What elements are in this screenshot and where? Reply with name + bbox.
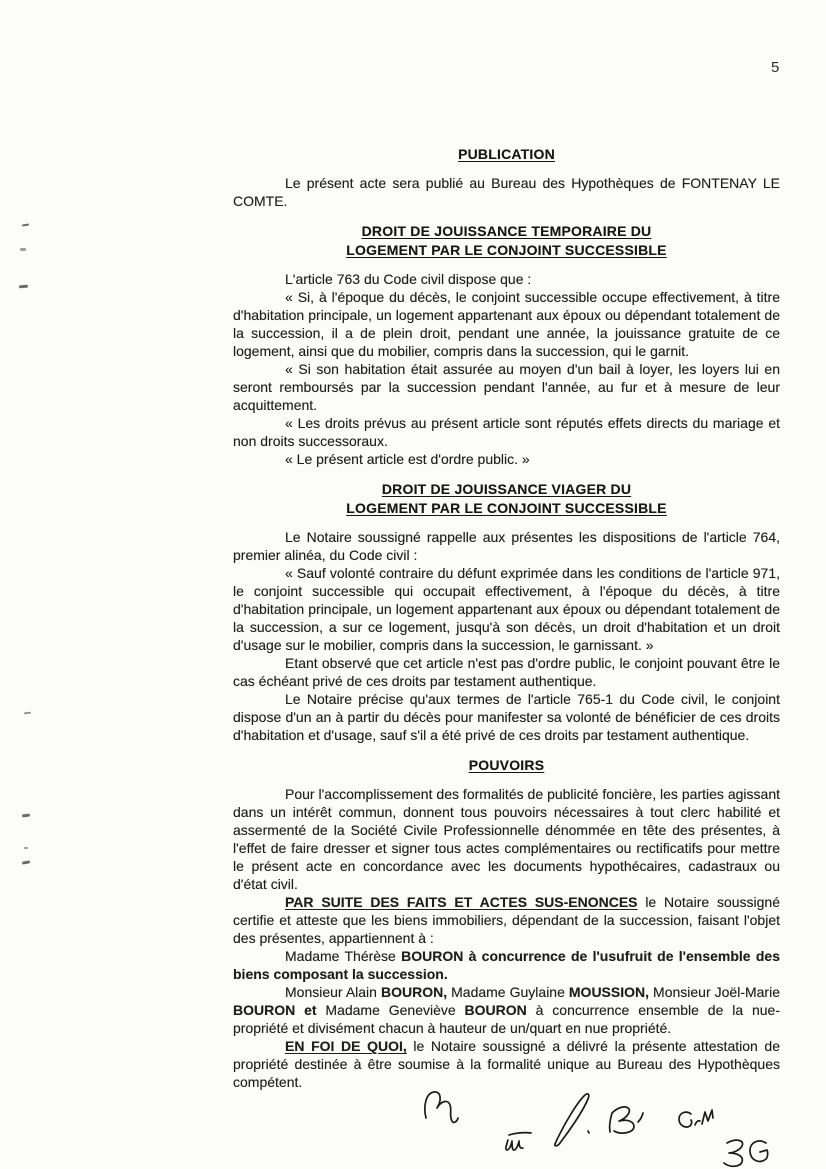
scan-artifact — [19, 285, 28, 289]
handwritten-un-overline-icon — [509, 1133, 531, 1135]
section-heading — [233, 480, 780, 518]
initial-B2-icon — [724, 1140, 743, 1166]
paragraph: PAR SUITE DES FAITS ET ACTES SUS-ENONCES le Notaire soussigné certifie et atteste que les biens immobiliers, dépendant de la succession, faisant l'objet des présentes, appartiennent à : — [233, 894, 780, 946]
section-heading — [233, 145, 780, 164]
scan-artifact — [22, 860, 30, 864]
paragraph: L'article 763 du Code civil dispose que : — [285, 271, 532, 287]
section-heading-line: LOGEMENT PAR LE CONJOINT SUCCESSIBLE — [346, 500, 667, 516]
initial-M-icon — [702, 1110, 713, 1124]
scan-artifact — [22, 224, 29, 227]
paragraph: Le Notaire soussigné rappelle aux présentes les dispositions de l'article 764, premier alinéa, du Code civil : — [233, 529, 780, 563]
paragraph: Pour l'accomplissement des formalités de publicité foncière, les parties agissant dans un intérêt commun, donnent tous pouvoirs nécessaires à tout clerc habilité et assermenté de la Société Civile Professionnelle dénommée en tête des présentes, à l'effet de faire dresser et signer tous actes complémentaires ou rectificatifs pour mettre le présent acte en concordance avec les documents hypothécaires, cadastraux ou d'état civil. — [233, 786, 780, 892]
section-heading-line: POUVOIRS — [468, 757, 545, 773]
section-heading-line: PUBLICATION — [458, 146, 555, 162]
paragraph: « Sauf volonté contraire du défunt exprimée dans les conditions de l'article 971, le conjoint successible qui occupait effectivement, à l'époque du décès, à titre d'habitation principale, un logement appartenant aux époux ou dépendant totalement de la succession, a sur ce logement, jusqu'à son décès, un droit d'habitation et un droit d'usage sur le mobilier, compris dans la succession, le garnissant. » — [233, 565, 780, 653]
section-heading — [233, 756, 780, 775]
initial-r-icon — [695, 1121, 700, 1125]
section-heading-line: LOGEMENT PAR LE CONJOINT SUCCESSIBLE — [346, 242, 667, 258]
scan-artifact — [24, 847, 28, 849]
paragraph: « Si son habitation était assurée au moyen d'un bail à loyer, les loyers lui en seront remboursés par la succession pendant l'année, au fur et à mesure de leur acquittement. — [233, 361, 780, 413]
paragraph: Le Notaire précise qu'aux termes de l'article 765-1 du Code civil, le conjoint dispose d'un an à partir du décès pour manifester sa volonté de bénéficier de ces droits d'habitation et d'usage, sauf s'il a été privé de ces droits par testament authentique. — [233, 691, 780, 743]
initial-B-icon — [610, 1107, 634, 1133]
paragraph: EN FOI DE QUOI, le Notaire soussigné a délivré la présente attestation de propriété destinée à être soumise à la formalité unique au Bureau des Hypothèques compétent. — [233, 1038, 780, 1090]
initial-G2-icon — [750, 1141, 768, 1161]
section-heading-line: DROIT DE JOUISSANCE VIAGER DU — [381, 481, 632, 497]
document-body — [233, 145, 780, 1091]
paragraph: Monsieur Alain BOURON, Madame Guylaine MOUSSION, Monsieur Joël-Marie BOURON et Madame Geneviève BOURON à concurrence ensemble de la nue-propriété et divisément chacun à hauteur de un/quart en nue propriété. — [233, 984, 780, 1036]
paragraph: Etant observé que cet article n'est pas d'ordre public, le conjoint pouvant être le cas échéant privé de ces droits par testament authentique. — [233, 655, 780, 689]
initial-P-dot-icon — [588, 1131, 589, 1133]
paragraph: « Si, à l'époque du décès, le conjoint successible occupe effectivement, à titre d'habitation principale, un logement appartenant aux époux ou dépendant totalement de la succession, il a de plein droit, pendant une année, la jouissance gratuite de ce logement, ainsi que du mobilier, compris dans la succession, qui le garnit. — [233, 289, 780, 359]
scan-artifact — [24, 712, 31, 715]
signature-marks — [400, 1080, 826, 1169]
paraph-stroke-icon — [425, 1092, 458, 1123]
section-heading-line: DROIT DE JOUISSANCE TEMPORAIRE DU — [361, 223, 652, 239]
paragraph: « Les droits prévus au présent article sont réputés effets directs du mariage et non droits successoraux. — [233, 415, 780, 449]
initial-G-icon — [679, 1112, 692, 1127]
scan-artifact — [20, 248, 26, 251]
paragraph: « Le présent article est d'ordre public. » — [285, 451, 530, 467]
initial-B-comma-icon — [638, 1113, 643, 1122]
page-number: 5 — [771, 59, 780, 76]
paragraph: Madame Thérèse BOURON à concurrence de l'usufruit de l'ensemble des biens composant la succession. — [233, 948, 780, 982]
scan-artifact — [22, 813, 30, 817]
paragraph: Le présent acte sera publié au Bureau des Hypothèques de FONTENAY LE COMTE. — [233, 175, 780, 209]
section-heading — [233, 222, 780, 260]
handwritten-un-icon — [506, 1140, 523, 1150]
initial-P-icon — [555, 1094, 589, 1146]
